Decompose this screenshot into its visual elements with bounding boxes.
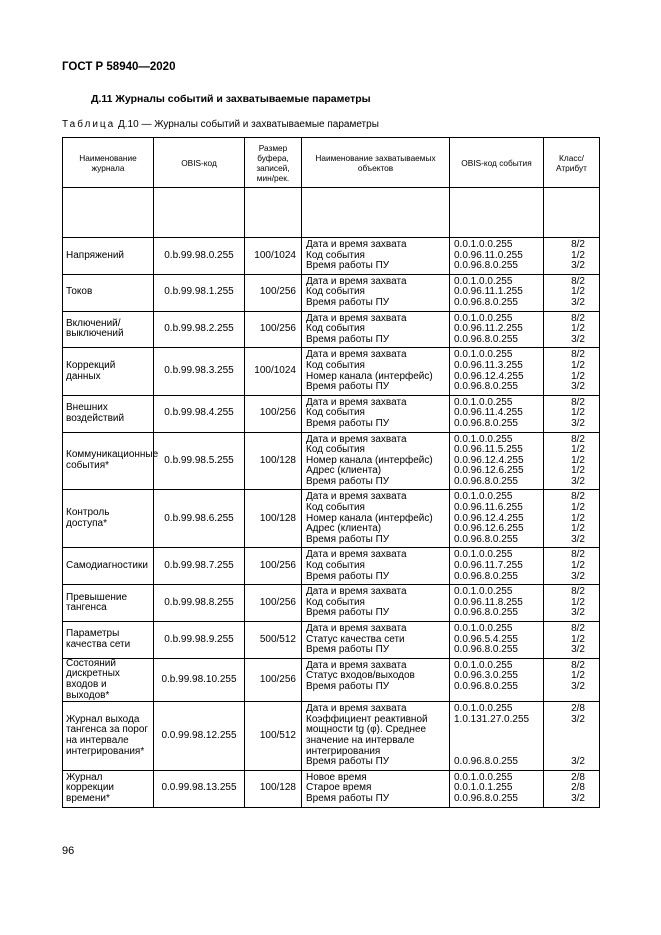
section-title: Д.11 Журналы событий и захватываемые параметры (91, 93, 371, 105)
event-obis-line: 0.0.96.11.1.255 (454, 286, 523, 298)
event-obis-line: 0.0.96.12.6.255 (454, 523, 524, 535)
journal-name-cell: Коррекций данных (63, 348, 154, 395)
class-attribute-line: 1/2 (571, 633, 585, 645)
captured-object-line: Время работы ПУ (306, 680, 390, 692)
captured-object-line: Код события (306, 359, 365, 371)
class-attribute-line: 3/2 (571, 713, 585, 725)
col-header-buffer-size: Размер буфера, записей, мин/рек. (245, 138, 302, 188)
captured-object-line: Код события (306, 323, 365, 335)
event-obis-cell (450, 490, 544, 548)
captured-object-line: Дата и время захвата (306, 396, 407, 408)
class-attribute-line: 1/2 (571, 670, 585, 682)
obis-code-cell: 0.b.99.98.8.255 (154, 585, 245, 622)
table-row (63, 238, 600, 275)
class-attribute-cell (544, 490, 600, 548)
journal-name-cell: Параметры качества сети (63, 622, 154, 659)
event-obis-line: 0.0.1.0.0.255 (454, 275, 513, 287)
class-attribute-line: 1/2 (571, 523, 585, 535)
col-header-captured-objects: Наименование захватываемых объектов (302, 138, 450, 188)
captured-object-line: Время работы ПУ (306, 296, 390, 308)
class-attribute-line: 8/2 (571, 349, 585, 361)
captured-object-line: Номер канала (интерфейс) (306, 454, 433, 466)
class-attribute-line: 8/2 (571, 491, 585, 503)
event-obis-line: 0.0.96.8.0.255 (454, 533, 518, 545)
buffer-size-cell: 100/512 (245, 702, 302, 771)
captured-object-line: Код события (306, 444, 365, 456)
table-row (63, 770, 600, 807)
table-row (63, 702, 600, 771)
event-obis-line: 0.0.96.12.4.255 (454, 512, 524, 524)
table-caption (62, 119, 379, 130)
event-obis-cell (450, 432, 544, 490)
event-obis-line: 0.0.1.0.0.255 (454, 312, 513, 324)
table-row (63, 490, 600, 548)
journal-name-cell: Состояний дискретных входов и выходов* (63, 658, 154, 701)
captured-object-line: Дата и время захвата (306, 623, 407, 634)
event-obis-line: 0.0.96.11.3.255 (454, 359, 523, 371)
event-obis-cell (450, 238, 544, 275)
class-attribute-cell (544, 311, 600, 348)
event-obis-line: 0.0.96.8.0.255 (454, 570, 518, 582)
buffer-size-cell: 100/256 (245, 548, 302, 585)
obis-code-cell: 0.b.99.98.6.255 (154, 490, 245, 548)
table-row (63, 311, 600, 348)
captured-object-line: Дата и время захвата (306, 433, 407, 445)
captured-object-line: Время работы ПУ (306, 381, 390, 393)
class-attribute-line: 8/2 (571, 239, 585, 250)
event-obis-line: 0.0.1.0.0.255 (454, 491, 513, 503)
buffer-size-cell: 100/256 (245, 395, 302, 432)
class-attribute-line: 3/2 (571, 756, 585, 768)
event-obis-cell (450, 770, 544, 807)
captured-object-line: Коэффициент реактивной (306, 713, 428, 725)
col-header-journal-name: Наименование журнала (63, 138, 154, 188)
buffer-size-cell: 100/128 (245, 432, 302, 490)
journal-name-cell: Превышение тангенса (63, 585, 154, 622)
class-attribute-line: 1/2 (571, 370, 585, 382)
obis-code-cell: 0.b.99.98.7.255 (154, 548, 245, 585)
class-attribute-line: 8/2 (571, 275, 585, 287)
captured-object-line: Статус качества сети (306, 633, 405, 645)
class-attribute-line: 3/2 (571, 533, 585, 545)
table-row (63, 622, 600, 659)
journal-name-cell: Внешних воздействий (63, 395, 154, 432)
captured-object-line: Номер канала (интерфейс) (306, 370, 433, 382)
event-obis-cell (450, 274, 544, 311)
obis-code-cell: 0.b.99.98.1.255 (154, 274, 245, 311)
journal-name-cell: Напряжений (63, 238, 154, 275)
class-attribute-line: 8/2 (571, 623, 585, 634)
captured-object-line: интегрирования (306, 745, 381, 757)
class-attribute-line: 1/2 (571, 596, 585, 608)
class-attribute-cell (544, 395, 600, 432)
journal-name-cell: Токов (63, 274, 154, 311)
captured-object-line: Дата и время захвата (306, 312, 407, 324)
captured-object-line: Статус входов/выходов (306, 670, 415, 682)
event-obis-line: 0.0.96.5.4.255 (454, 633, 518, 645)
captured-object-line: значение на интервале (306, 734, 415, 746)
class-attribute-line: 3/2 (571, 644, 585, 656)
captured-object-line: Код события (306, 407, 365, 419)
obis-code-cell: 0.0.99.98.13.255 (154, 770, 245, 807)
event-obis-line: 1.0.131.27.0.255 (454, 713, 530, 725)
event-obis-cell (450, 548, 544, 585)
buffer-size-cell: 500/512 (245, 622, 302, 659)
captured-object-line: Дата и время захвата (306, 239, 407, 250)
captured-object-line: Дата и время захвата (306, 491, 407, 503)
captured-object-line: Время работы ПУ (306, 792, 390, 804)
class-attribute-line: 3/2 (571, 792, 585, 804)
captured-objects-cell (302, 548, 450, 585)
event-obis-line: 0.0.1.0.0.255 (454, 623, 513, 634)
captured-object-line: Время работы ПУ (306, 533, 390, 545)
captured-object-line: Дата и время захвата (306, 549, 407, 561)
event-obis-line: 0.0.96.8.0.255 (454, 680, 518, 692)
event-obis-line: 0.0.1.0.0.255 (454, 659, 513, 671)
event-obis-line (454, 725, 539, 736)
event-obis-line: 0.0.96.11.2.255 (454, 323, 523, 335)
event-obis-line: 0.0.1.0.0.255 (454, 349, 513, 361)
captured-object-line: Старое время (306, 782, 372, 794)
event-obis-line: 0.0.1.0.0.255 (454, 771, 513, 783)
table-row (63, 432, 600, 490)
class-attribute-line: 8/2 (571, 396, 585, 408)
captured-object-line: Время работы ПУ (306, 417, 390, 429)
obis-code-cell: 0.0.99.98.12.255 (154, 702, 245, 771)
obis-code-cell: 0.b.99.98.4.255 (154, 395, 245, 432)
event-obis-cell (450, 658, 544, 701)
captured-objects-cell (302, 770, 450, 807)
class-attribute-line: 8/2 (571, 549, 585, 561)
class-attribute-line: 3/2 (571, 607, 585, 619)
captured-objects-cell (302, 395, 450, 432)
class-attribute-line: 1/2 (571, 512, 585, 524)
captured-object-line: Код события (306, 502, 365, 514)
event-obis-cell (450, 395, 544, 432)
captured-object-line: Время работы ПУ (306, 644, 390, 656)
class-attribute-line: 1/2 (571, 560, 585, 572)
event-obis-line: 0.0.96.8.0.255 (454, 417, 518, 429)
event-obis-line: 0.0.1.0.0.255 (454, 549, 513, 561)
event-journals-table (62, 137, 600, 808)
buffer-size-cell: 100/256 (245, 658, 302, 701)
class-attribute-line: 8/2 (571, 433, 585, 445)
captured-objects-cell (302, 274, 450, 311)
journal-name-cell: Контроль доступа* (63, 490, 154, 548)
captured-objects-cell (302, 658, 450, 701)
table-row (63, 348, 600, 395)
document-header: ГОСТ Р 58940—2020 (62, 61, 176, 73)
class-attribute-line: 3/2 (571, 475, 585, 487)
captured-object-line: Код события (306, 560, 365, 572)
event-obis-line: 0.0.96.8.0.255 (454, 756, 518, 768)
captured-objects-cell (302, 585, 450, 622)
class-attribute-line (548, 725, 585, 736)
captured-objects-cell (302, 311, 450, 348)
event-obis-line: 0.0.96.8.0.255 (454, 260, 518, 272)
obis-code-cell: 0.b.99.98.10.255 (154, 658, 245, 701)
obis-code-cell: 0.b.99.98.9.255 (154, 622, 245, 659)
event-obis-line: 0.0.96.8.0.255 (454, 333, 518, 345)
caption-text: Д.10 — Журналы событий и захватываемые параметры (118, 119, 379, 130)
captured-object-line: Время работы ПУ (306, 333, 390, 345)
obis-code-cell: 0.b.99.98.0.255 (154, 238, 245, 275)
page-number: 96 (62, 845, 75, 857)
table-header-row (63, 138, 600, 188)
journal-name-cell: Самодиагностики (63, 548, 154, 585)
buffer-size-cell: 100/1024 (245, 348, 302, 395)
event-obis-line: 0.0.96.11.7.255 (454, 560, 523, 572)
class-attribute-cell (544, 702, 600, 771)
event-obis-line: 0.0.96.8.0.255 (454, 296, 518, 308)
table-body (63, 238, 600, 808)
class-attribute-line: 1/2 (571, 502, 585, 514)
event-obis-cell (450, 311, 544, 348)
class-attribute-line: 3/2 (571, 333, 585, 345)
event-obis-line: 0.0.96.11.0.255 (454, 249, 523, 261)
class-attribute-line: 1/2 (571, 286, 585, 298)
event-obis-line: 0.0.1.0.1.255 (454, 782, 513, 794)
event-obis-line: 0.0.96.11.5.255 (454, 444, 523, 456)
class-attribute-line: 3/2 (571, 417, 585, 429)
class-attribute-cell (544, 770, 600, 807)
table-row (63, 548, 600, 585)
journal-name-cell: Журнал коррекции времени* (63, 770, 154, 807)
table-row (63, 658, 600, 701)
captured-object-line: мощности tg (φ). Среднее (306, 724, 427, 736)
event-obis-line: 0.0.96.11.8.255 (454, 596, 523, 608)
journal-name-cell: Журнал выхода тангенса за порог на интервале интегрирования* (63, 702, 154, 771)
class-attribute-cell (544, 585, 600, 622)
event-obis-line: 0.0.96.12.4.255 (454, 370, 524, 382)
class-attribute-line (548, 736, 585, 747)
captured-object-line: Код события (306, 249, 365, 261)
captured-object-line: Адрес (клиента) (306, 523, 382, 535)
table-row (63, 274, 600, 311)
event-obis-line: 0.0.1.0.0.255 (454, 396, 513, 408)
captured-objects-cell (302, 432, 450, 490)
event-obis-line: 0.0.96.8.0.255 (454, 475, 518, 487)
captured-object-line: Код события (306, 596, 365, 608)
event-obis-cell (450, 348, 544, 395)
event-obis-line (454, 736, 539, 747)
class-attribute-cell (544, 432, 600, 490)
journal-name-cell: Включений/ выключений (63, 311, 154, 348)
captured-objects-cell (302, 348, 450, 395)
class-attribute-line: 1/2 (571, 454, 585, 466)
class-attribute-line: 2/8 (571, 703, 585, 715)
event-obis-line: 0.0.96.8.0.255 (454, 381, 518, 393)
buffer-size-cell: 100/256 (245, 311, 302, 348)
table-row (63, 585, 600, 622)
class-attribute-line: 8/2 (571, 312, 585, 324)
event-obis-line: 0.0.96.8.0.255 (454, 644, 518, 656)
event-obis-cell (450, 622, 544, 659)
col-header-obis-code: OBIS-код (154, 138, 245, 188)
class-attribute-line: 2/8 (571, 782, 585, 794)
event-obis-line: 0.0.96.8.0.255 (454, 607, 518, 619)
captured-object-line: Время работы ПУ (306, 756, 390, 768)
journal-name-cell: Коммуникационные события* (63, 432, 154, 490)
event-obis-line: 0.0.1.0.0.255 (454, 586, 513, 598)
class-attribute-line: 3/2 (571, 680, 585, 692)
captured-object-line: Адрес (клиента) (306, 465, 382, 477)
captured-object-line: Новое время (306, 771, 367, 783)
class-attribute-cell (544, 274, 600, 311)
obis-code-cell: 0.b.99.98.5.255 (154, 432, 245, 490)
captured-objects-cell (302, 622, 450, 659)
class-attribute-cell (544, 548, 600, 585)
event-obis-line: 0.0.1.0.0.255 (454, 239, 513, 250)
class-attribute-cell (544, 622, 600, 659)
class-attribute-line: 1/2 (571, 359, 585, 371)
buffer-size-cell: 100/1024 (245, 238, 302, 275)
captured-object-line: Время работы ПУ (306, 607, 390, 619)
event-obis-line: 0.0.1.0.0.255 (454, 703, 513, 715)
class-attribute-cell (544, 658, 600, 701)
captured-object-line: Время работы ПУ (306, 260, 390, 272)
captured-objects-cell (302, 238, 450, 275)
class-attribute-line: 8/2 (571, 659, 585, 671)
buffer-size-cell: 100/256 (245, 274, 302, 311)
col-header-event-obis-code: OBIS-код события (450, 138, 544, 188)
class-attribute-line: 1/2 (571, 323, 585, 335)
class-attribute-line: 1/2 (571, 407, 585, 419)
col-header-class-attribute: Класс/ Атрибут (544, 138, 600, 188)
event-obis-line: 0.0.96.8.0.255 (454, 792, 518, 804)
event-obis-cell (450, 585, 544, 622)
event-obis-line: 0.0.96.12.6.255 (454, 465, 524, 477)
captured-object-line: Код события (306, 286, 365, 298)
captured-object-line: Дата и время захвата (306, 586, 407, 598)
buffer-size-cell: 100/128 (245, 490, 302, 548)
event-obis-line: 0.0.1.0.0.255 (454, 433, 513, 445)
event-obis-cell (450, 702, 544, 771)
caption-prefix: Таблица (62, 119, 116, 130)
captured-object-line: Время работы ПУ (306, 570, 390, 582)
obis-code-cell: 0.b.99.98.2.255 (154, 311, 245, 348)
class-attribute-line: 3/2 (571, 381, 585, 393)
class-attribute-line: 1/2 (571, 249, 585, 261)
event-obis-line: 0.0.96.12.4.255 (454, 454, 524, 466)
captured-object-line: Дата и время захвата (306, 703, 407, 715)
buffer-size-cell: 100/128 (245, 770, 302, 807)
event-obis-line: 0.0.96.11.4.255 (454, 407, 523, 419)
class-attribute-line: 1/2 (571, 444, 585, 456)
captured-objects-cell (302, 702, 450, 771)
captured-object-line: Время работы ПУ (306, 475, 390, 487)
captured-object-line: Дата и время захвата (306, 275, 407, 287)
captured-objects-cell (302, 490, 450, 548)
captured-object-line: Номер канала (интерфейс) (306, 512, 433, 524)
table-row (63, 395, 600, 432)
buffer-size-cell: 100/256 (245, 585, 302, 622)
class-attribute-line: 3/2 (571, 260, 585, 272)
class-attribute-line: 8/2 (571, 586, 585, 598)
class-attribute-cell (544, 348, 600, 395)
header-separator-row (63, 188, 600, 238)
event-obis-line: 0.0.96.3.0.255 (454, 670, 518, 682)
captured-object-line: Дата и время захвата (306, 659, 407, 671)
captured-object-line: Дата и время захвата (306, 349, 407, 361)
obis-code-cell: 0.b.99.98.3.255 (154, 348, 245, 395)
event-obis-line: 0.0.96.11.6.255 (454, 502, 523, 514)
class-attribute-line: 1/2 (571, 465, 585, 477)
class-attribute-line: 3/2 (571, 296, 585, 308)
class-attribute-cell (544, 238, 600, 275)
class-attribute-line: 2/8 (571, 771, 585, 783)
class-attribute-line: 3/2 (571, 570, 585, 582)
